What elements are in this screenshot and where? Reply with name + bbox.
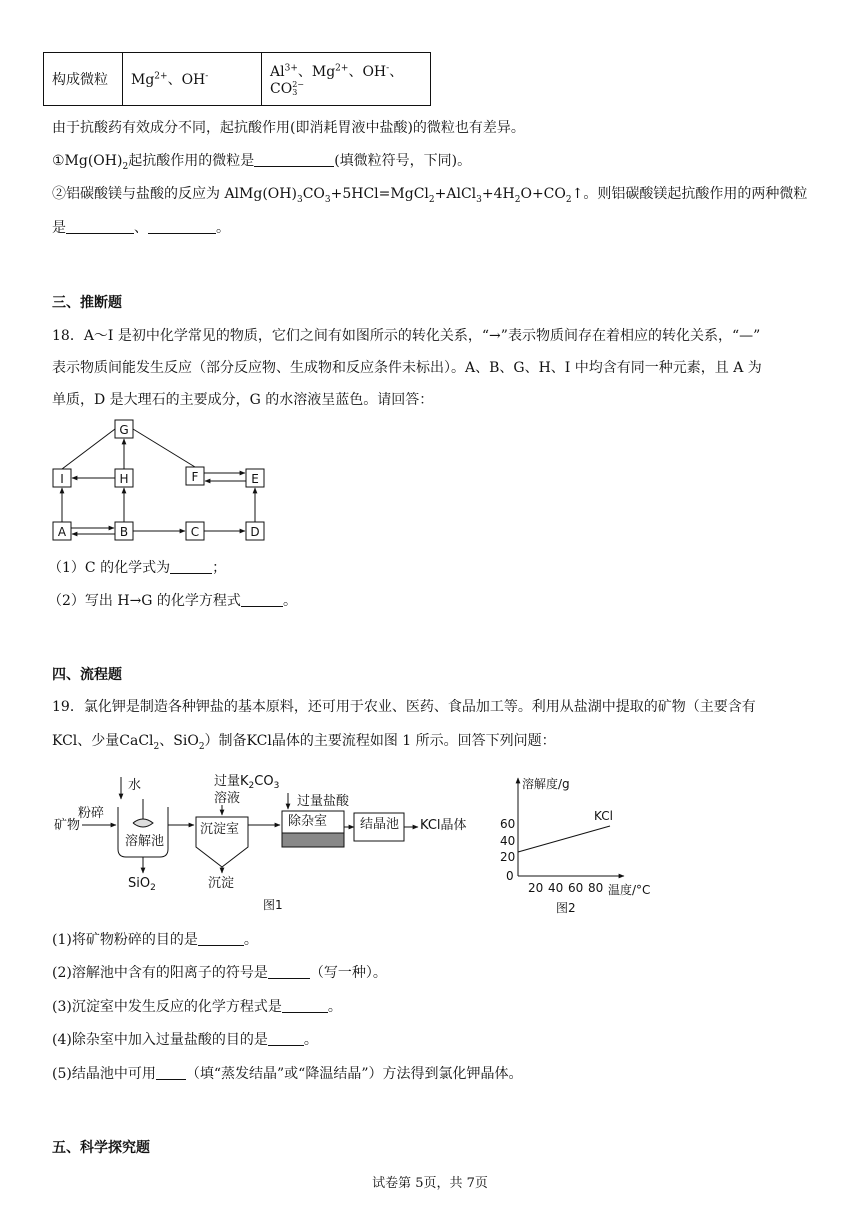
figure2-caption: 图2 [556, 901, 576, 915]
x-tick-40: 40 [548, 881, 564, 895]
q17-part1: $①Mg(OH)_2$起抗酸作用的微粒是 (填微粒符号，下同)。 [52, 153, 472, 172]
answer-blank[interactable] [254, 152, 334, 167]
q17-part2: ②铝碳酸镁与盐酸的反应为 $AlMg(OH)_3CO_3+5HCl=MgCl_2+AlCl_3+4H_2O+CO_2↑$。则铝碳酸镁起抗酸作用的两种微粒 [52, 186, 808, 205]
node-g: G [119, 423, 129, 437]
label-solution: 溶液 [214, 791, 241, 806]
answer-blank[interactable] [198, 931, 244, 946]
node-i: I [60, 472, 64, 486]
node-e: E [251, 472, 259, 486]
x-tick-60: 60 [568, 881, 584, 895]
section-title-inquiry: 五、科学探究题 [52, 1140, 150, 1156]
answer-blank[interactable] [66, 219, 134, 234]
page-footer: 试卷第 5页，共 7页 [372, 1176, 488, 1191]
node-a: A [57, 525, 67, 539]
answer-blank[interactable] [170, 559, 212, 574]
q19-sub4: (4)除杂室中加入过量盐酸的目的是 。 [52, 1032, 318, 1048]
y-axis-label: 溶解度/g [522, 777, 570, 791]
label-crystal-tank: 结晶池 [360, 817, 400, 832]
q17-intro: 由于抗酸药有效成分不同，起抗酸作用(即消耗胃液中盐酸)的微粒也有差异。 [52, 120, 525, 136]
q19-sub1: (1)将矿物粉碎的目的是 。 [52, 932, 258, 948]
section-title-flow: 四、流程题 [52, 667, 122, 683]
answer-blank[interactable] [268, 1031, 304, 1046]
answer-blank[interactable] [282, 998, 328, 1013]
q18-line1: 18．A～I 是初中化学常见的物质，它们之间有如图所示的转化关系，“→”表示物质间存在着相应的转化关系，“—” [52, 328, 761, 344]
q19-line1: 19．氯化钾是制造各种钾盐的基本原料，还可用于农业、医药、食品加工等。利用从盐湖中提取的矿物（主要含有 [52, 699, 756, 715]
answer-blank[interactable] [148, 219, 216, 234]
y-tick-20: 20 [500, 850, 516, 864]
label-kcl-product: KCl晶体 [420, 818, 467, 833]
q17-part3: 是 、 。 [52, 220, 230, 236]
kcl-curve [518, 826, 610, 852]
label-precipitate: 沉淀 [208, 876, 235, 891]
process-flow-figure [48, 765, 488, 915]
x-tick-80: 80 [588, 881, 604, 895]
q18-line3: 单质，D 是大理石的主要成分，G 的水溶液呈蓝色。请回答： [52, 392, 434, 408]
label-sio2: SiO$_2$ [128, 876, 156, 893]
table-cell-mgoh: $Mg^{2+}$、OH- [123, 53, 262, 106]
node-h: H [119, 472, 129, 486]
x-axis-label: 温度/°C [608, 883, 651, 897]
q18-line2: 表示物质间能发生反应（部分反应物、生成物和反应条件未标出）。A、B、G、H、I 中均含有同一种元素，且 A 为 [52, 360, 762, 376]
answer-blank[interactable] [268, 964, 310, 979]
q19-sub2: (2)溶解池中含有的阳离子的符号是 （写一种）。 [52, 965, 387, 981]
label-hcl: 过量盐酸 [297, 794, 350, 809]
series-label-kcl: KCl [594, 809, 613, 823]
node-b: B [119, 525, 129, 539]
q19-sub3: (3)沉淀室中发生反应的化学方程式是 。 [52, 999, 342, 1015]
node-f: F [191, 470, 199, 484]
q18-sub2: （2）写出 H→G 的化学方程式 。 [48, 593, 297, 609]
y-tick-0: 0 [506, 869, 514, 883]
table-header-cell: 构成微粒 [44, 53, 123, 106]
solubility-chart [490, 770, 670, 920]
q19-line2: KCl、少量CaCl$_2$、SiO$_2$）制备KCl晶体的主要流程如图 1 所示。回答下列问题： [52, 733, 556, 752]
label-dissolve-tank: 溶解池 [125, 834, 165, 849]
label-purify-room: 除杂室 [288, 814, 328, 829]
figure1-caption: 图1 [263, 898, 283, 912]
q19-sub5: (5)结晶池中可用 （填“蒸发结晶”或“降温结晶”）方法得到氯化钾晶体。 [52, 1066, 523, 1082]
particle-table [43, 52, 431, 106]
label-ore: 矿物 [54, 818, 81, 833]
y-tick-60: 60 [500, 817, 516, 831]
label-water: 水 [128, 778, 142, 793]
answer-blank[interactable] [156, 1065, 186, 1080]
node-d: D [250, 525, 260, 539]
conversion-diagram [48, 415, 278, 545]
node-c: C [190, 525, 200, 539]
x-tick-20: 20 [528, 881, 544, 895]
label-crush: 粉碎 [78, 806, 105, 821]
label-k2co3: 过量$K_2CO_3$ [214, 774, 280, 791]
section-title-inference: 三、推断题 [52, 295, 122, 311]
table-cell-al-mix: $Al^{3+}$、$Mg^{2+}$、OH-、CO 2− 3 [262, 53, 431, 106]
label-settle-room: 沉淀室 [200, 822, 240, 837]
q18-sub1: （1）C 的化学式为 ； [48, 560, 227, 576]
answer-blank[interactable] [241, 592, 283, 607]
y-tick-40: 40 [500, 834, 516, 848]
